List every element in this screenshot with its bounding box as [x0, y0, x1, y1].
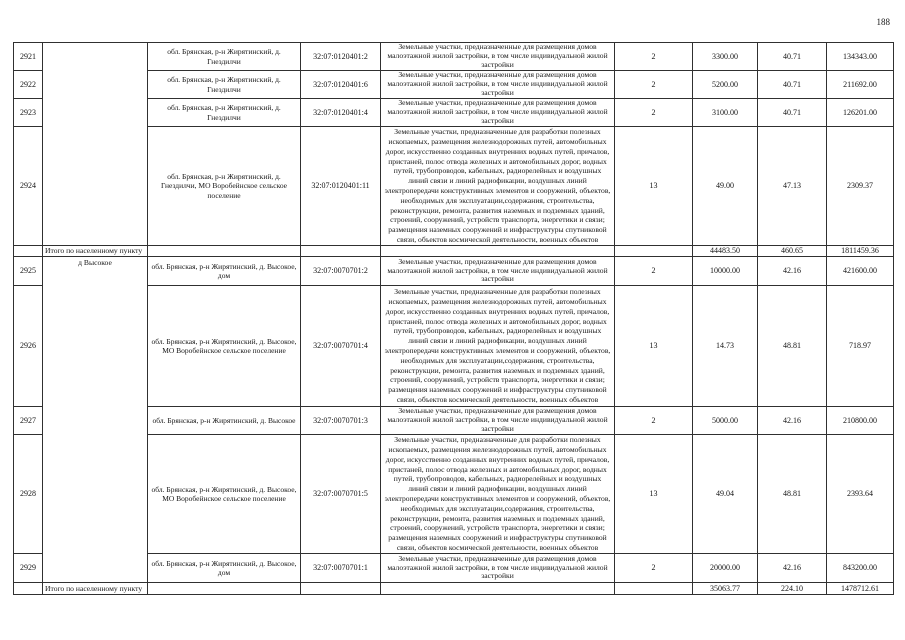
address: обл. Брянская, р-н Жирятинский, д. Гнездилчи [148, 99, 301, 127]
row-number: 2923 [14, 99, 43, 127]
row-number: 2928 [14, 435, 43, 554]
row-number: 2927 [14, 407, 43, 435]
use-group: 13 [615, 435, 693, 554]
use-group: 2 [615, 257, 693, 286]
area: 5000.00 [693, 407, 758, 435]
empty-cell [381, 246, 615, 257]
unit-value: 40.71 [758, 71, 827, 99]
cadastral-value: 2309.37 [827, 127, 894, 246]
cadastral-value: 2393.64 [827, 435, 894, 554]
locality-cell [43, 43, 148, 246]
row-number: 2921 [14, 43, 43, 71]
area: 5200.00 [693, 71, 758, 99]
cadastral-number: 32:07:0120401:4 [301, 99, 381, 127]
permitted-use: Земельные участки, предназначенные для разработки полезных ископаемых, размещения железнодорожных путей, автомобильных дорог, искусственно созданных внутренних водных путей, причалов, пристаней, полос отвода железных и автомобильных дорог, водных путей, трубопроводов, кабельных, радиорелейных и воздушных линий связи и линий радиофикации, воздушных линий электропередачи конструктивных элементов и сооружений, объектов, необходимых для эксплуатации,содержания, строительства, реконструкции, ремонта, развития наземных и подземных зданий, строений, сооружений, устройств транспорта, энергетики и связи; размещения наземных сооружений и инфраструктуры спутниковой связи, объектов космической деятельности, военных объектов [381, 127, 615, 246]
cadastral-value: 421600.00 [827, 257, 894, 286]
cadastral-number: 32:07:0070701:2 [301, 257, 381, 286]
permitted-use: Земельные участки, предназначенные для размещения домов малоэтажной жилой застройки, в том числе индивидуальной жилой застройки [381, 407, 615, 435]
table-row [14, 257, 894, 286]
total-row [14, 583, 894, 595]
area: 20000.00 [693, 554, 758, 583]
cadastral-value: 211692.00 [827, 71, 894, 99]
use-group: 2 [615, 43, 693, 71]
cadastral-value: 718.97 [827, 286, 894, 407]
cadastral-number: 32:07:0120401:6 [301, 71, 381, 99]
total-cadastral-value: 1478712.61 [827, 583, 894, 595]
cadastral-value: 843200.00 [827, 554, 894, 583]
total-area: 44483.50 [693, 246, 758, 257]
address: обл. Брянская, р-н Жирятинский, д. Гнездилчи [148, 71, 301, 99]
cadastral-value-table [13, 42, 894, 595]
area: 14.73 [693, 286, 758, 407]
empty-cell [615, 583, 693, 595]
empty-cell [301, 246, 381, 257]
locality-name: д Высокое [43, 257, 148, 583]
total-area: 35063.77 [693, 583, 758, 595]
empty-cell [381, 583, 615, 595]
total-label: Итого по населенному пункту [43, 583, 148, 595]
permitted-use: Земельные участки, предназначенные для размещения домов малоэтажной жилой застройки, в том числе индивидуальной жилой застройки [381, 257, 615, 286]
empty-cell [615, 246, 693, 257]
cadastral-number: 32:07:0120401:11 [301, 127, 381, 246]
unit-value: 48.81 [758, 286, 827, 407]
permitted-use: Земельные участки, предназначенные для размещения домов малоэтажной жилой застройки, в том числе индивидуальной жилой застройки [381, 43, 615, 71]
row-number: 2925 [14, 257, 43, 286]
address: обл. Брянская, р-н Жирятинский, д. Высокое, МО Воробейнское сельское поселение [148, 435, 301, 554]
empty-cell [14, 246, 43, 257]
permitted-use: Земельные участки, предназначенные для разработки полезных ископаемых, размещения железнодорожных путей, автомобильных дорог, искусственно созданных внутренних водных путей, причалов, пристаней, полос отвода железных и автомобильных дорог, водных путей, трубопроводов, кабельных, радиорелейных и воздушных линий связи и линий радиофикации, воздушных линий электропередачи конструктивных элементов и сооружений, объектов, необходимых для эксплуатации,содержания, строительства, реконструкции, ремонта, развития наземных и подземных зданий, строений, сооружений, устройств транспорта, энергетики и связи; размещения наземных сооружений и инфраструктуры спутниковой связи, объектов космической деятельности, военных объектов [381, 286, 615, 407]
use-group: 2 [615, 554, 693, 583]
cadastral-number: 32:07:0070701:3 [301, 407, 381, 435]
row-number: 2929 [14, 554, 43, 583]
cadastral-number: 32:07:0070701:1 [301, 554, 381, 583]
area: 49.04 [693, 435, 758, 554]
page-number: 188 [876, 17, 890, 27]
address: обл. Брянская, р-н Жирятинский, д. Высокое, дом [148, 257, 301, 286]
unit-value: 40.71 [758, 43, 827, 71]
cadastral-number: 32:07:0070701:5 [301, 435, 381, 554]
use-group: 2 [615, 99, 693, 127]
total-unit-value: 460.65 [758, 246, 827, 257]
total-cadastral-value: 1811459.36 [827, 246, 894, 257]
empty-cell [301, 583, 381, 595]
cadastral-value: 210800.00 [827, 407, 894, 435]
area: 3300.00 [693, 43, 758, 71]
use-group: 2 [615, 71, 693, 99]
unit-value: 42.16 [758, 257, 827, 286]
total-row [14, 246, 894, 257]
permitted-use: Земельные участки, предназначенные для размещения домов малоэтажной жилой застройки, в том числе индивидуальной жилой застройки [381, 71, 615, 99]
area: 49.00 [693, 127, 758, 246]
cadastral-value: 134343.00 [827, 43, 894, 71]
total-label: Итого по населенному пункту [43, 246, 148, 257]
unit-value: 42.16 [758, 554, 827, 583]
cadastral-value: 126201.00 [827, 99, 894, 127]
address: обл. Брянская, р-н Жирятинский, д. Гнездилчи [148, 43, 301, 71]
row-number: 2926 [14, 286, 43, 407]
unit-value: 48.81 [758, 435, 827, 554]
unit-value: 42.16 [758, 407, 827, 435]
empty-cell [14, 583, 43, 595]
address: обл. Брянская, р-н Жирятинский, д. Высокое, дом [148, 554, 301, 583]
empty-cell [148, 583, 301, 595]
table-row [14, 43, 894, 71]
address: обл. Брянская, р-н Жирятинский, д. Высокое [148, 407, 301, 435]
cadastral-number: 32:07:0120401:2 [301, 43, 381, 71]
permitted-use: Земельные участки, предназначенные для разработки полезных ископаемых, размещения железнодорожных путей, автомобильных дорог, искусственно созданных внутренних водных путей, причалов, пристаней, полос отвода железных и автомобильных дорог, водных путей, трубопроводов, кабельных, радиорелейных и воздушных линий связи и линий радиофикации, воздушных линий электропередачи конструктивных элементов и сооружений, объектов, необходимых для эксплуатации,содержания, строительства, реконструкции, ремонта, развития наземных и подземных зданий, строений, сооружений, устройств транспорта, энергетики и связи; размещения наземных сооружений и инфраструктуры спутниковой связи, объектов космической деятельности, военных объектов [381, 435, 615, 554]
area: 3100.00 [693, 99, 758, 127]
unit-value: 47.13 [758, 127, 827, 246]
address: обл. Брянская, р-н Жирятинский, д. Гнездилчи, МО Воробейнское сельское поселение [148, 127, 301, 246]
use-group: 13 [615, 127, 693, 246]
unit-value: 40.71 [758, 99, 827, 127]
total-unit-value: 224.10 [758, 583, 827, 595]
row-number: 2922 [14, 71, 43, 99]
permitted-use: Земельные участки, предназначенные для размещения домов малоэтажной жилой застройки, в том числе индивидуальной жилой застройки [381, 99, 615, 127]
use-group: 13 [615, 286, 693, 407]
area: 10000.00 [693, 257, 758, 286]
empty-cell [148, 246, 301, 257]
cadastral-number: 32:07:0070701:4 [301, 286, 381, 407]
permitted-use: Земельные участки, предназначенные для размещения домов малоэтажной жилой застройки, в том числе индивидуальной жилой застройки [381, 554, 615, 583]
row-number: 2924 [14, 127, 43, 246]
use-group: 2 [615, 407, 693, 435]
address: обл. Брянская, р-н Жирятинский, д. Высокое, МО Воробейнское сельское поселение [148, 286, 301, 407]
